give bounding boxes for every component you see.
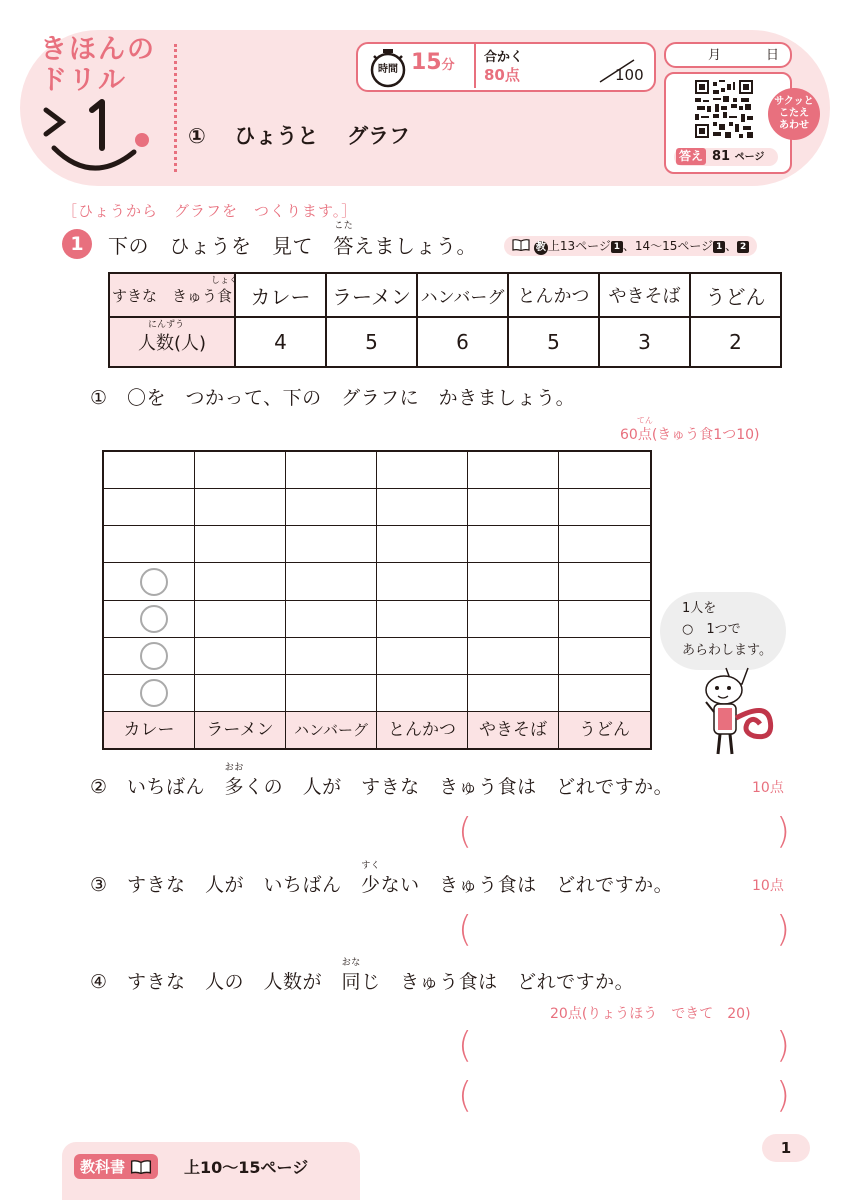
pass-score: 80点 [484,66,520,84]
graph-cell[interactable] [377,452,468,489]
header-counts-text: 人数(人) [137,333,207,354]
example-circle-marker [140,568,168,596]
page-title [188,120,410,150]
pictograph-grid[interactable] [102,450,652,750]
ref-sep: 、 [725,239,738,253]
q2-text-a: ② いちばん [90,776,225,798]
time-label: 時間 [378,64,398,75]
hint-speech-bubble [660,592,786,670]
textbook-reference [504,236,757,256]
header-separator [174,44,177,172]
table-cell: やきそば [599,273,690,317]
ref-badge-1: 1 [611,241,623,253]
ref-text-1: 上13ページ [547,239,611,253]
q2-ruby [224,763,245,799]
graph-label: やきそば [468,712,559,748]
graph-cell[interactable] [377,638,468,675]
table-cell: 3 [599,317,690,367]
example-circle-marker [140,605,168,633]
q4-text-b: じ きゅう食は どれですか。 [361,971,635,993]
table-cell: 6 [417,317,508,367]
graph-cell[interactable] [468,675,559,712]
graph-cell[interactable] [377,675,468,712]
graph-cell[interactable] [468,452,559,489]
hint-line-1: 1人を [682,601,717,616]
graph-cell[interactable] [195,489,286,526]
table-cell: 5 [326,317,417,367]
graph-cell[interactable] [468,563,559,600]
answer-2-close-paren: ) [776,811,791,852]
graph-cell[interactable] [559,601,650,638]
header-foods-text: すきな きゅう [111,286,217,305]
graph-cell[interactable] [559,489,650,526]
question-ruby [333,221,355,259]
sub-question-4 [90,958,635,994]
hint-line-2: ○ 1つで [682,622,741,637]
pass-label: 合かく [484,50,524,65]
q1-points-ruby-reading: てん [636,416,653,425]
graph-cell[interactable] [559,675,650,712]
answer-2-field[interactable] [478,812,774,852]
sub-question-4-points: 20点(りょうほう できて 20) [550,1006,751,1022]
graph-cell[interactable] [286,526,377,563]
table-cell: 4 [235,317,326,367]
header-foods-ruby [210,275,239,306]
graph-cell[interactable] [286,452,377,489]
textbook-tag [74,1154,158,1179]
q4-ruby [341,958,362,994]
logo-line-1: きほんの [40,34,156,65]
graph-cell[interactable] [104,526,195,563]
answer-4a-open-paren: ( [458,1025,473,1066]
table-cell: 2 [690,317,781,367]
table-cell: ハンバーグ [417,273,508,317]
time-score-divider [474,44,476,88]
graph-label: うどん [559,712,650,748]
question-text-before: 下の ひょうを 見て [108,234,334,258]
sub-question-2 [90,763,674,799]
graph-cell[interactable] [195,452,286,489]
q2-ruby-reading: おお [224,763,244,773]
graph-cell[interactable] [286,489,377,526]
answer-2-open-paren: ( [458,811,473,852]
answer-tag: 答え [676,148,706,165]
sub-question-2-points: 10点 [752,780,784,796]
answer-3-open-paren: ( [458,909,473,950]
graph-label: ラーメン [195,712,286,748]
qa-badge-line-3: あわせ [778,120,809,131]
table-row-foods [109,273,781,317]
q3-ruby-reading: すく [361,861,381,871]
qr-code-icon[interactable] [695,80,753,138]
table-cell: とんかつ [508,273,599,317]
graph-cell[interactable] [559,526,650,563]
graph-cell[interactable] [286,638,377,675]
question-text-after: えましょう。 [354,234,477,258]
q1-points-ruby [636,416,653,444]
graph-cell[interactable] [104,489,195,526]
q2-text-b: くの 人が すきな きゅう食は どれですか。 [244,776,674,798]
q3-text-a: ③ すきな 人が いちばん [90,874,362,896]
answer-4a-close-paren: ) [776,1025,791,1066]
graph-cell[interactable] [468,638,559,675]
q4-text-a: ④ すきな 人の 人数が [90,971,342,993]
table-header-counts [109,317,235,367]
graph-cell[interactable] [195,563,286,600]
graph-cell[interactable] [559,638,650,675]
graph-cell[interactable] [468,526,559,563]
answer-3-close-paren: ) [776,909,791,950]
graph-cell[interactable] [377,601,468,638]
data-table [108,272,782,368]
footer-page-range: 上10〜15ページ [184,1158,309,1177]
date-day: 日 [766,48,780,63]
section-number: ① [188,124,206,148]
graph-label: ハンバーグ [286,712,377,748]
graph-cell[interactable] [286,563,377,600]
graph-cell[interactable] [377,526,468,563]
graph-cell[interactable] [468,489,559,526]
graph-label: とんかつ [377,712,468,748]
table-cell: カレー [235,273,326,317]
graph-cell[interactable] [377,563,468,600]
ref-text-2: 、14〜15ページ [622,239,714,253]
q4-ruby-base: 同 [341,971,362,993]
sub-question-1-points [620,416,760,444]
ref-badge-2: 1 [713,241,725,253]
time-value: 15 [411,50,442,75]
graph-cell[interactable] [468,601,559,638]
question-ruby-reading: こた [334,221,354,231]
qa-badge-line-2: こたえ [778,108,809,119]
quick-check-badge[interactable] [768,88,820,140]
question-ruby-base: 答 [333,234,354,258]
question-text [108,221,477,259]
max-score: 100 [615,66,644,84]
sub-question-3-points: 10点 [752,878,784,894]
q1-points-a: 60 [620,427,638,443]
sub-question-1: ① 〇を つかって、下の グラフに かきましょう。 [90,387,576,409]
graph-cell[interactable] [286,675,377,712]
qa-badge-line-1: サクッと [774,96,814,107]
table-header-foods [109,273,239,317]
answer-4a-field[interactable] [478,1026,774,1066]
smiley-one-icon [40,96,170,186]
graph-cell[interactable] [559,452,650,489]
sub-question-3 [90,861,674,897]
task-note: ［ひょうから グラフを つくります。］ [62,202,358,220]
graph-cell[interactable] [195,526,286,563]
header-foods-ruby-base: 食 [217,286,233,305]
graph-cell[interactable] [104,452,195,489]
logo-line-2: ドリル [40,65,127,96]
answer-page-number: 81 [712,149,731,164]
textbook-tag-label: 教科書 [80,1158,126,1176]
graph-cell[interactable] [377,489,468,526]
q1-points-ruby-base: 点 [637,427,652,443]
question-number: 1 [62,229,92,259]
header-foods-ruby-reading: しょく [210,275,239,286]
header-counts-ruby [137,320,207,355]
graph-cell[interactable] [286,601,377,638]
answer-3-field[interactable] [478,910,774,950]
q3-ruby-base: 少 [361,874,381,896]
q3-ruby [361,861,381,897]
q4-ruby-reading: おな [341,958,361,968]
drill-logo [40,34,156,96]
textbook-badge: 教 [535,242,546,253]
answer-4b-close-paren: ) [776,1075,791,1116]
graph-cell[interactable] [195,638,286,675]
book-icon [512,239,530,251]
table-cell: ラーメン [326,273,417,317]
q2-ruby-base: 多 [224,776,245,798]
section-title-b: グラフ [347,124,411,148]
graph-cell[interactable] [559,563,650,600]
page-number: 1 [762,1134,810,1162]
ref-badge-3: 2 [737,241,749,253]
example-circle-marker [140,642,168,670]
mascot-character-icon [696,666,778,758]
example-circle-marker [140,679,168,707]
book-icon [130,1160,152,1174]
section-title-a: ひょうと [234,124,319,148]
q3-text-b: ない きゅう食は どれですか。 [380,874,674,896]
answer-4b-open-paren: ( [458,1075,473,1116]
table-cell: うどん [690,273,781,317]
header-counts-ruby-reading: にんずう [147,320,184,330]
answer-page-ref [712,148,764,167]
answer-4b-field[interactable] [478,1076,774,1116]
graph-cell[interactable] [195,601,286,638]
table-row-counts [109,317,781,367]
graph-cell[interactable] [195,675,286,712]
answer-page-unit: ページ [734,152,765,163]
date-month: 月 [708,48,722,63]
table-cell: 5 [508,317,599,367]
q1-points-b: (きゅう食1つ10) [651,427,760,443]
hint-line-3: あらわします。 [682,643,772,658]
graph-label: カレー [104,712,195,748]
time-unit: 分 [441,58,455,73]
time-limit [411,50,455,75]
